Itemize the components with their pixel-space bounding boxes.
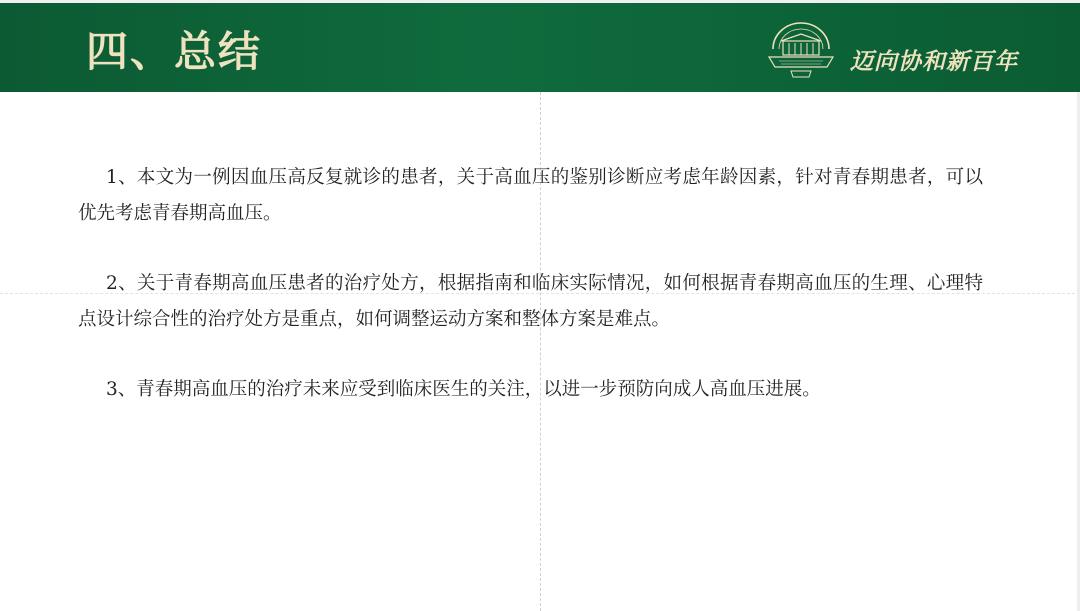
slogan: 迈向协和新百年	[850, 48, 1018, 75]
summary-point-3: 3、青春期高血压的治疗未来应受到临床医生的关注，以进一步预防向成人高血压进展。	[106, 379, 821, 400]
slide-header	[0, 3, 1080, 92]
slide-title: 四、总结	[86, 27, 263, 76]
summary-point-1: 1、本文为一例因血压高反复就诊的患者，关于高血压的鉴别诊断应考虑年龄因素，针对青春期患者，可以优先考虑青春期高血压。	[78, 167, 983, 224]
summary-content	[78, 160, 983, 442]
summary-point-2: 2、关于青春期高血压患者的治疗处方，根据指南和临床实际情况，如何根据青春期高血压的生理、心理特点设计综合性的治疗处方是重点，如何调整运动方案和整体方案是难点。	[78, 273, 983, 330]
hospital-emblem-icon	[765, 19, 837, 81]
